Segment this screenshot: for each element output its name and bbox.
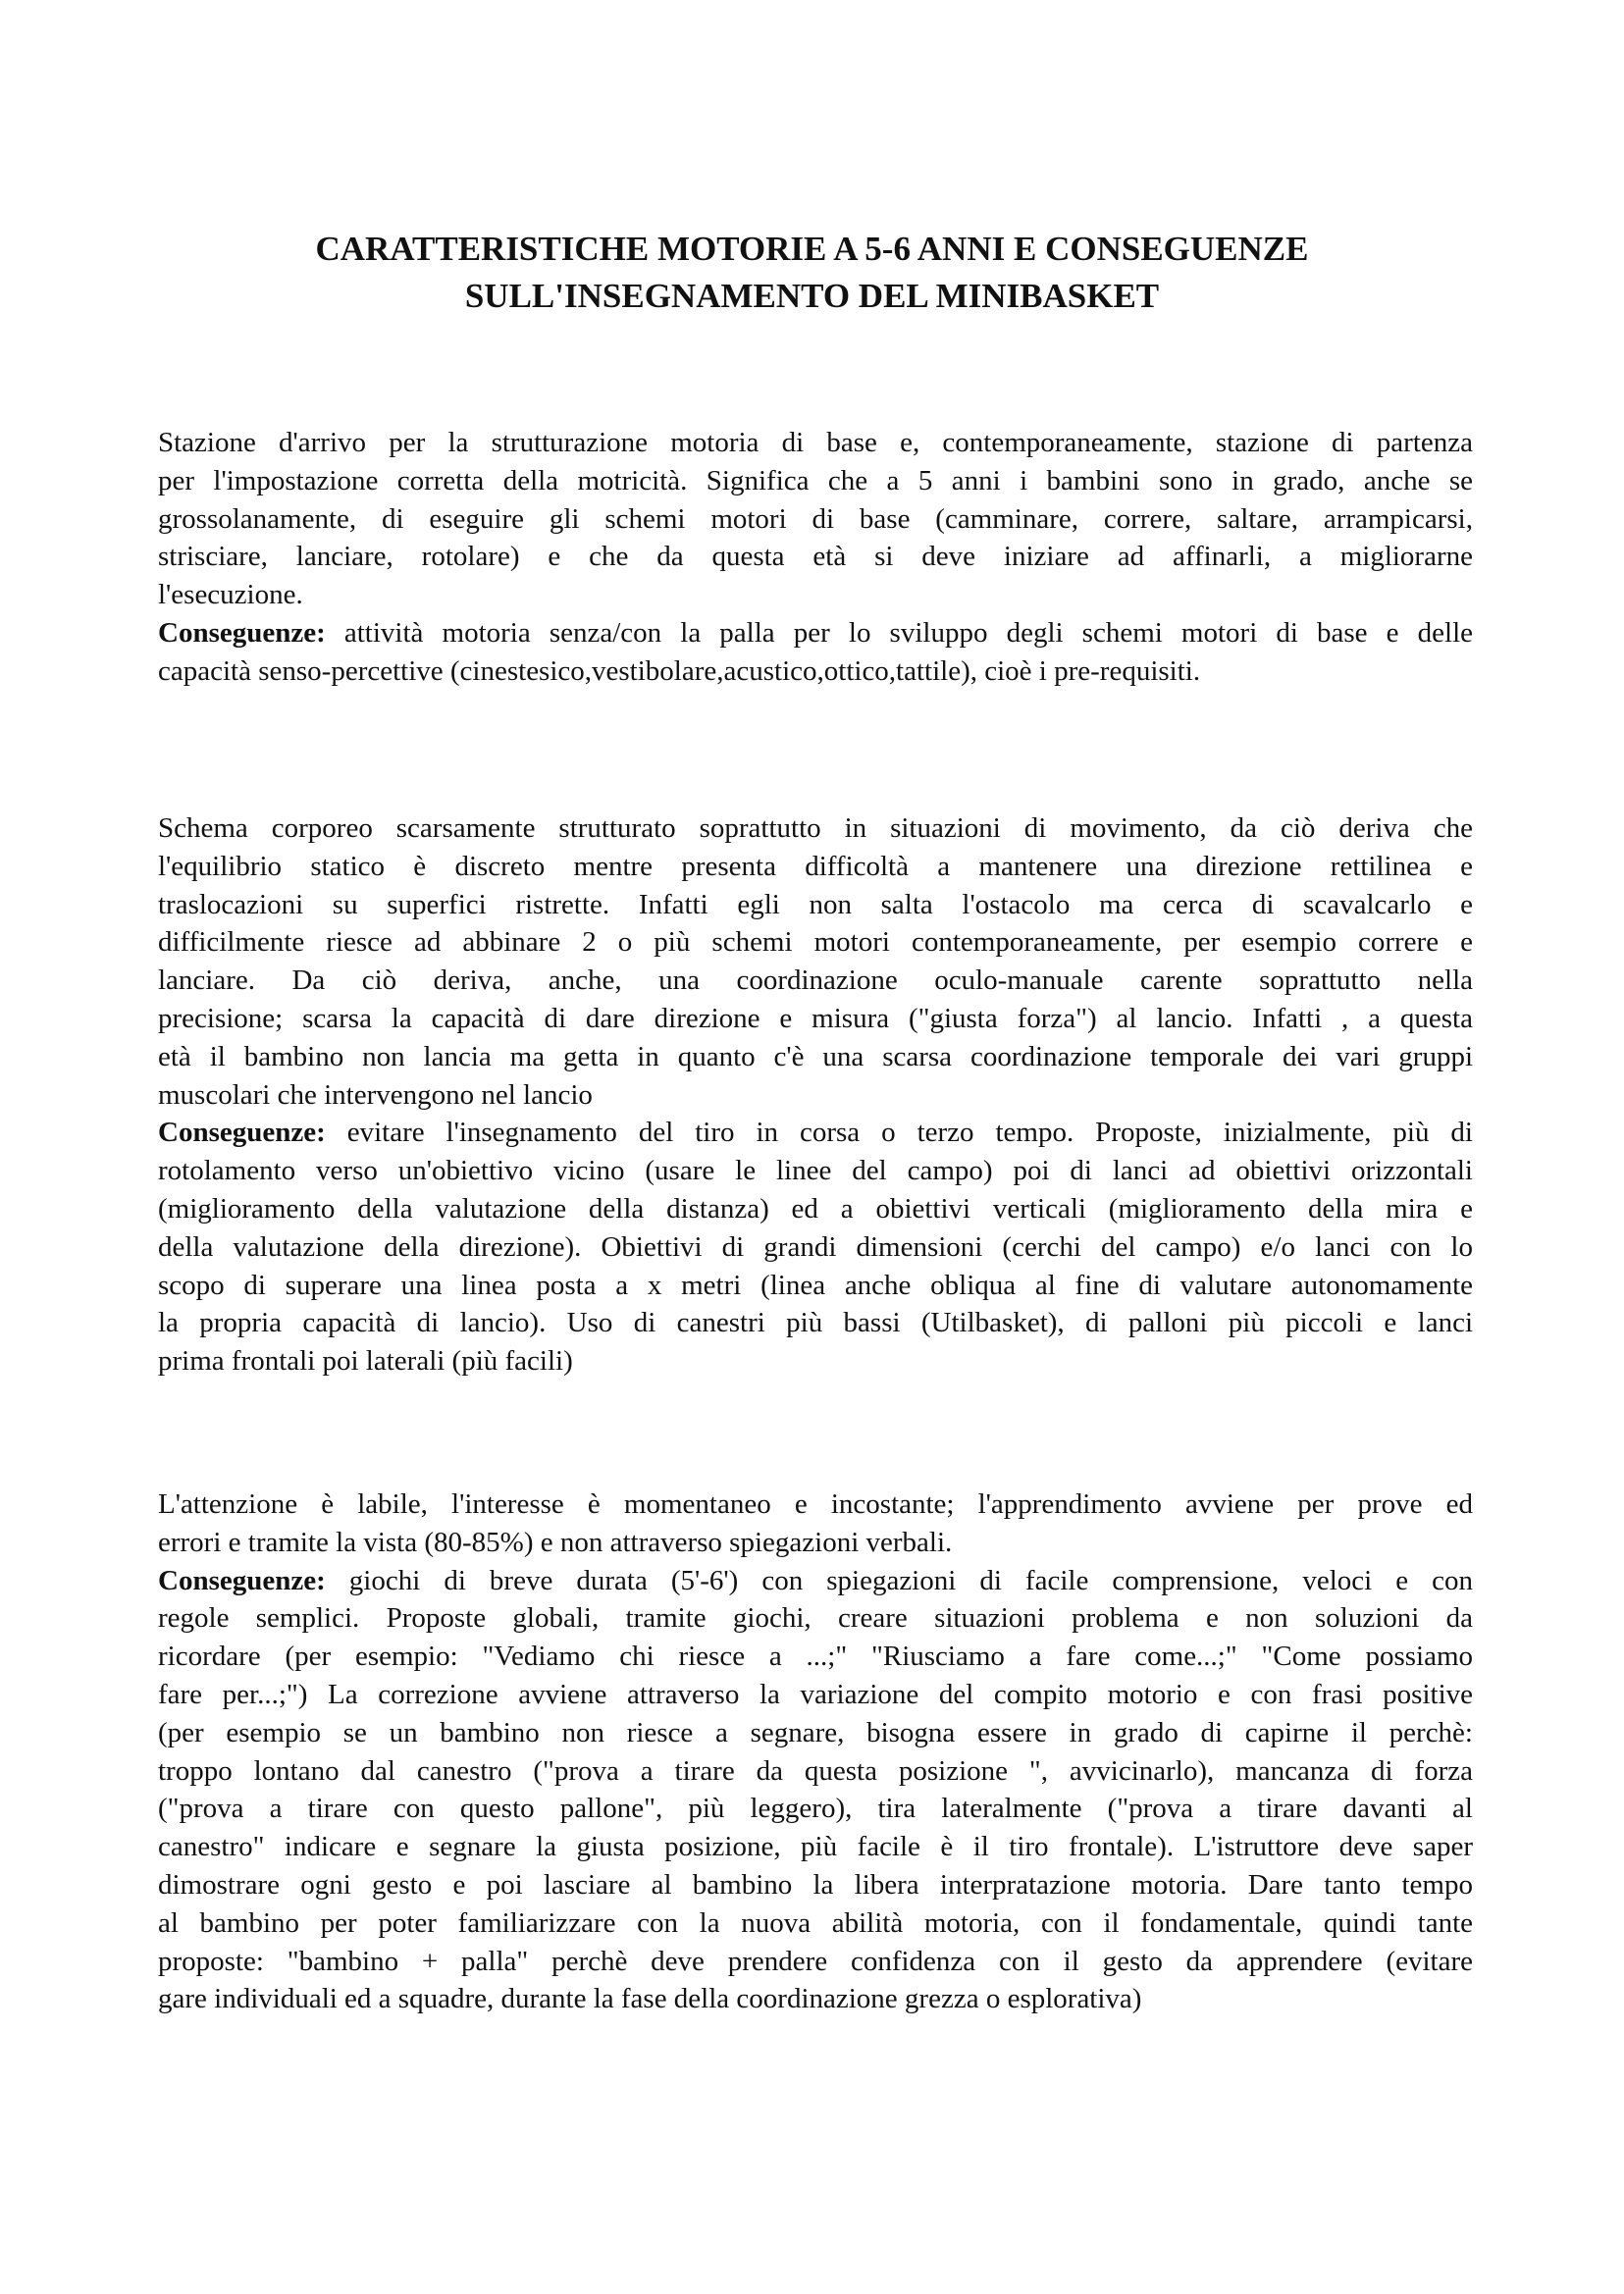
section-consequences (158, 1562, 1473, 2019)
section-consequences (158, 1114, 1473, 1381)
page-title (0, 226, 1624, 320)
text-line: traslocazioni su superfici ristrette. Infatti egli non salta l'ostacolo ma cerca di scavalcarlo e (158, 888, 1473, 920)
consequence-text: evitare l'insegnamento del tiro in corsa o terzo tempo. Proposte, inizialmente, più di (325, 1117, 1473, 1149)
text-line: ("prova a tirare con questo pallone", più leggero), tira lateralmente ("prova a tirare davanti al (158, 1793, 1473, 1825)
text-line: al bambino per poter familiarizzare con la nuova abilità motoria, con il fondamentale, quindi tante (158, 1906, 1473, 1939)
text-line: difficilmente riesce ad abbinare 2 o più schemi motori contemporaneamente, per esempio correre e (158, 926, 1473, 959)
section-motor-structuring (158, 424, 1473, 691)
text-line: scopo di superare una linea posta a x metri (linea anche obliqua al fine di valutare autonomamente (158, 1269, 1473, 1301)
text-line: età il bambino non lancia ma getta in quanto c'è una scarsa coordinazione temporale dei vari gruppi (158, 1040, 1473, 1072)
text-line: (miglioramento della valutazione della distanza) ed a obiettivi verticali (miglioramento della mira e (158, 1192, 1473, 1225)
text-line: l'esecuzione. (158, 579, 303, 611)
consequence-text: attività motoria senza/con la palla per lo sviluppo degli schemi motori di base e delle (325, 616, 1473, 649)
text-line: troppo lontano dal canestro ("prova a tirare da questa posizione ", avvicinarlo), mancanza di forza (158, 1754, 1473, 1787)
text-line: gare individuali ed a squadre, durante la fase della coordinazione grezza o esplorativa) (158, 1983, 1142, 2015)
text-line: Stazione d'arrivo per la strutturazione motoria di base e, contemporaneamente, stazione di partenza (158, 427, 1473, 458)
text-line: muscolari che intervengono nel lancio (158, 1078, 593, 1111)
text-line: della valutazione della direzione). Obiettivi di grandi dimensioni (cerchi del campo) e/o lanci con lo (158, 1230, 1473, 1263)
text-line: dimostrare ogni gesto e poi lasciare al bambino la libera interpratazione motoria. Dare tanto tempo (158, 1868, 1473, 1901)
consequences-label: Conseguenze: (158, 1117, 326, 1149)
text-line: lanciare. Da ciò deriva, anche, una coordinazione oculo-manuale carente soprattutto nella (158, 965, 1473, 997)
text-line: grossolanamente, di eseguire gli schemi motori di base (camminare, correre, saltare, arrampicarsi, (158, 502, 1473, 535)
title-line: CARATTERISTICHE MOTORIE A 5-6 ANNI E CONSEGUENZE (315, 230, 1309, 268)
text-line: (per esempio se un bambino non riesce a segnare, bisogna essere in grado di capirne il perchè: (158, 1716, 1473, 1748)
text-line: capacità senso-percettive (cinestesico,vestibolare,acustico,ottico,tattile), cioè i pre-requisiti. (158, 654, 1201, 687)
text-line: ricordare (per esempio: "Vediamo chi riesce a ...;" "Riusciamo a fare come...;" "Come possiamo (158, 1641, 1473, 1673)
text-line: strisciare, lanciare, rotolare) e che da questa età si deve iniziare ad affinarli, a migliorarne (158, 541, 1473, 573)
text-line: fare per...;") La correzione avviene attraverso la variazione del compito motorio e con frasi positive (158, 1678, 1473, 1710)
text-line (158, 614, 1473, 652)
section-attention (158, 1486, 1473, 2018)
text-line: per l'impostazione corretta della motricità. Significa che a 5 anni i bambini sono in grado, anche se (158, 464, 1473, 496)
section-body-schema (158, 809, 1473, 1381)
text-line (158, 1562, 1473, 1600)
title-line: SULL'INSEGNAMENTO DEL MINIBASKET (464, 277, 1160, 315)
section-body (158, 809, 1473, 1114)
section-body (158, 424, 1473, 614)
text-line: Schema corporeo scarsamente strutturato soprattutto in situazioni di movimento, da ciò deriva che (158, 812, 1473, 844)
text-line: l'equilibrio statico è discreto mentre presenta difficoltà a mantenere una direzione rettilinea e (158, 850, 1473, 882)
text-line: L'attenzione è labile, l'interesse è momentaneo e incostante; l'apprendimento avviene per prove ed (158, 1488, 1473, 1520)
consequences-label: Conseguenze: (158, 616, 326, 649)
section-consequences (158, 614, 1473, 691)
text-line: errori e tramite la vista (80-85%) e non attraverso spiegazioni verbali. (158, 1526, 953, 1558)
section-body (158, 1486, 1473, 1562)
text-line: prima frontali poi laterali (più facili) (158, 1345, 573, 1378)
text-line: precisione; scarsa la capacità di dare direzione e misura ("giusta forza") al lancio. Infatti , a questa (158, 1002, 1473, 1034)
text-line: rotolamento verso un'obiettivo vicino (usare le linee del campo) poi di lanci ad obiettivi orizzontali (158, 1155, 1473, 1187)
consequence-text: giochi di breve durata (5'-6') con spiegazioni di facile comprensione, veloci e con (325, 1564, 1473, 1596)
consequences-label: Conseguenze: (158, 1564, 326, 1596)
text-line: regole semplici. Proposte globali, tramite giochi, creare situazioni problema e non soluzioni da (158, 1602, 1473, 1635)
text-line (158, 1114, 1473, 1152)
text-line: canestro" indicare e segnare la giusta posizione, più facile è il tiro frontale). L'istruttore deve saper (158, 1831, 1473, 1863)
text-line: la propria capacità di lancio). Uso di canestri più bassi (Utilbasket), di palloni più piccoli e lanci (158, 1307, 1473, 1339)
text-line: proposte: "bambino + palla" perchè deve prendere confidenza con il gesto da apprendere (evitare (158, 1945, 1473, 1977)
